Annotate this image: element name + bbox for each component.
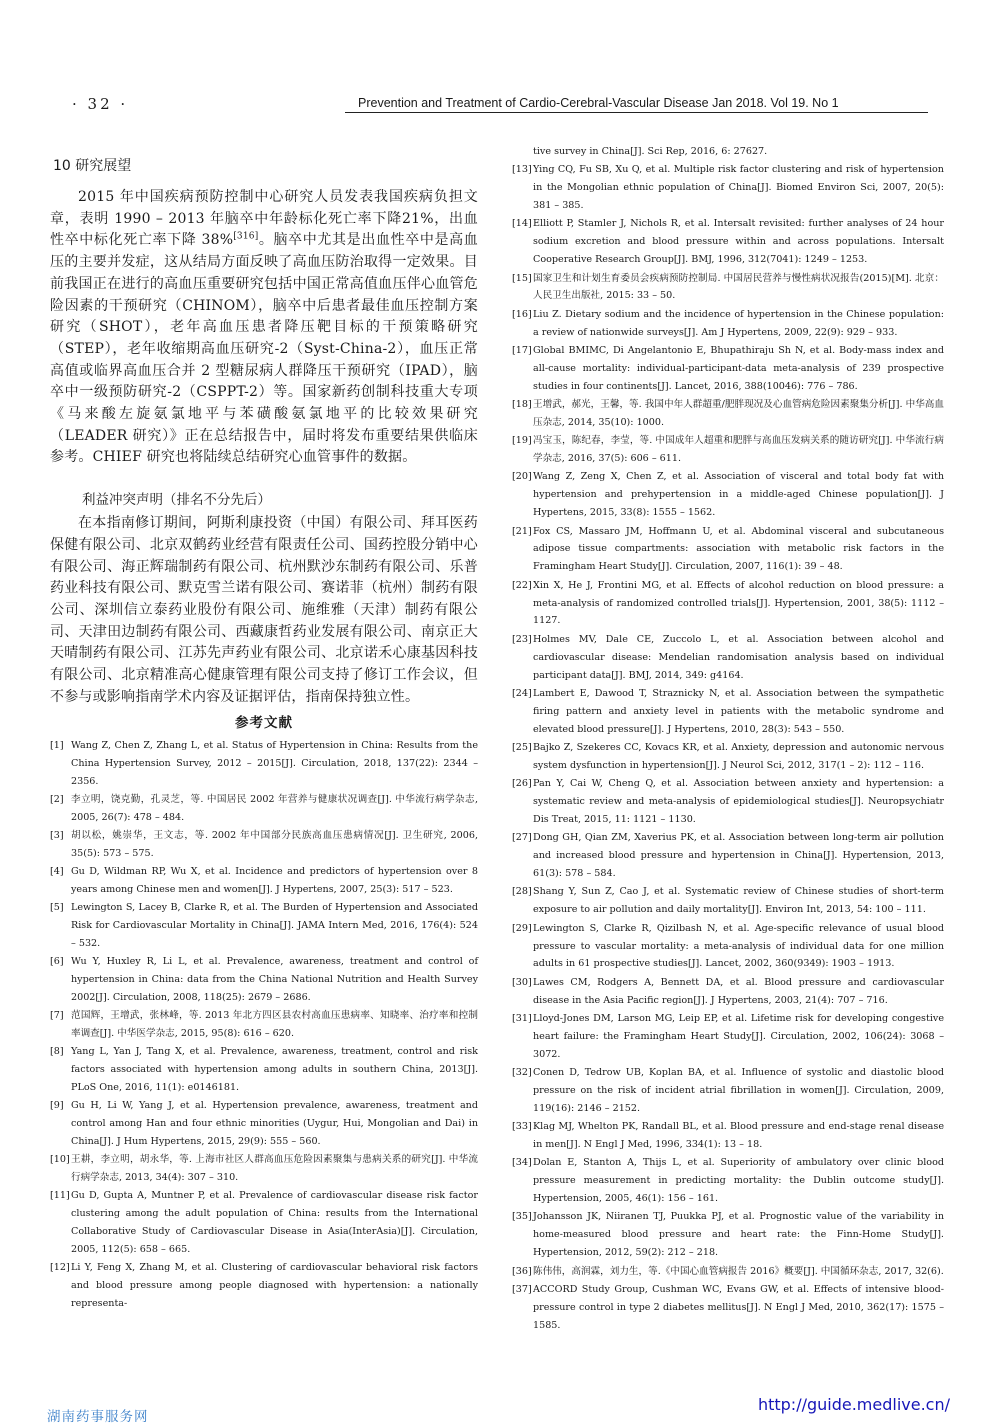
reference-number: [10] (50, 1154, 70, 1165)
reference-number: [29] (512, 922, 532, 934)
reference-text: Shang Y, Sun Z, Cao J, et al. Systematic review of Chinese studies of short-term exposure to air pollution and daily mortality[J]. Environ Int, 2013, 54: 100 – 111. (533, 886, 944, 916)
reference-text: Lawes CM, Rodgers A, Bennett DA, et al. Blood pressure and cardiovascular disease in the Asia Pacific region[J]. J Hypertens, 2003, 21(4): 707 – 716. (533, 976, 944, 1006)
reference-number: [30] (512, 976, 532, 988)
reference-item (512, 739, 944, 775)
reference-number: [8] (50, 1046, 64, 1058)
reference-item (50, 953, 478, 1007)
reference-number: [2] (50, 794, 64, 806)
reference-item (50, 791, 478, 827)
reference-text: Liu Z. Dietary sodium and the incidence of hypertension in the Chinese population: a review of nationwide surveys[J]. Am J Hypertens, 2009, 22(9): 929 – 933. (533, 308, 944, 338)
reference-number: [34] (512, 1157, 532, 1169)
section-text-part1: 2015 年中国疾病预防控制中心研究人员发表我国疾病负担文章，表明 1990 – 2013 年脑卒中年龄标化死亡率下降21%，出血性卒中标化死亡率下降 38% (50, 189, 478, 249)
references-heading: 参考文献 (235, 715, 293, 732)
reference-number: [4] (50, 866, 64, 878)
reference-item (512, 1064, 944, 1118)
citation-superscript: [316] (233, 231, 259, 242)
reference-number: [15] (512, 272, 532, 284)
reference-number: [1] (50, 740, 64, 752)
reference-number: [37] (512, 1283, 532, 1295)
reference-item (512, 432, 944, 468)
page-number: · 32 · (72, 95, 129, 113)
reference-text: Lloyd-Jones DM, Larson MG, Leip EP, et al. Lifetime risk for developing congestive heart failure: the Framingham Heart Study[J]. Circulation, 2002, 106(24): 3068 – 3072. (533, 1012, 944, 1060)
reference-text: ACCORD Study Group, Cushman WC, Evans GW, et al. Effects of intensive blood-pressure control in type 2 diabetes mellitus[J]. N Engl J Med, 2010, 362(17): 1575 – 1585. (533, 1283, 944, 1331)
reference-number: [19] (512, 435, 532, 447)
reference-number: [14] (512, 218, 532, 230)
coi-title: 利益冲突声明（排名不分先后） (82, 492, 271, 509)
left-column (50, 155, 478, 1313)
reference-item (512, 270, 944, 306)
reference-number (512, 143, 533, 161)
reference-number: [21] (512, 525, 532, 537)
reference-item (512, 829, 944, 883)
reference-text: Johansson JK, Niiranen TJ, Puukka PJ, et al. Prognostic value of the variability in home-measured blood pressure and heart rate: the Finn-Home Study[J]. Hypertension, 2012, 59(2): 212 – 218. (533, 1211, 944, 1259)
reference-text: Klag MJ, Whelton PK, Randall BL, et al. Blood pressure and end-stage renal disease in men[J]. N Engl J Med, 1996, 334(1): 13 – 18. (533, 1121, 944, 1151)
reference-item (50, 737, 478, 791)
reference-number: [32] (512, 1067, 532, 1079)
reference-text: Yang L, Yan J, Tang X, et al. Prevalence, awareness, treatment, control and risk factors associated with hypertension among adults in southern China, 2013[J]. PLoS One, 2016, 11(1): e0146181. (71, 1046, 478, 1093)
reference-text: 王增武，郝光，王馨，等. 我国中年人群超重/肥胖现况及心血管病危险因素聚集分析[J]. 中华高血压杂志, 2014, 35(10): 1000. (533, 399, 944, 428)
reference-text: Pan Y, Cai W, Cheng Q, et al. Association between anxiety and hypertension: a systematic review and meta-analysis of epidemiological studies[J]. Neuropsychiatr Dis Treat, 2015, 11: 1121 – 1130. (533, 778, 944, 825)
reference-item (512, 1263, 944, 1281)
references-list-right (512, 143, 944, 1335)
reference-number: [31] (512, 1012, 532, 1024)
reference-number: [24] (512, 687, 532, 699)
reference-item (50, 1007, 478, 1043)
reference-number: [36] (512, 1265, 532, 1277)
coi-paragraph: 在本指南修订期间，阿斯利康投资（中国）有限公司、拜耳医药保健有限公司、北京双鹤药业经营有限责任公司、国药控股分销中心有限公司、海正辉瑞制药有限公司、杭州默沙东制药有限公司、乐普药业科技有限公司、默克雪兰诺有限公司、赛诺菲（杭州）制药有限公司、深圳信立泰药业股份有限公司、施维雅（天津）制药有限公司、天津田边制药有限公司、西藏康哲药业发展有限公司、南京正大天晴制药有限公司、江苏先声药业有限公司、北京诺禾心康基因科技有限公司、北京精准高心健康管理有限公司支持了修订工作会议，但不参与或影响指南学术内容及证据评估，指南保持独立性。 (50, 515, 478, 705)
reference-number: [22] (512, 579, 532, 591)
reference-text: tive survey in China[J]. Sci Rep, 2016, 6: 27627. (533, 146, 768, 157)
reference-item (512, 883, 944, 919)
header-rule (345, 112, 928, 113)
reference-number: [33] (512, 1121, 532, 1133)
reference-text: Lewington S, Clarke R, Qizilbash N, et al. Age-specific relevance of usual blood pressure to vascular mortality: a meta-analysis of individual data for one million adults in 61 prospective studies[J]. Lancet, 2002, 360(9349): 1903 – 1913. (533, 922, 944, 970)
reference-item (512, 342, 944, 396)
reference-text: Gu D, Wildman RP, Wu X, et al. Incidence and predictors of hypertension over 8 years among Chinese men and women[J]. J Hypertens, 2007, 25(3): 517 – 523. (71, 866, 478, 896)
reference-number: [28] (512, 886, 532, 898)
reference-text: 王耕，李立明，胡永华，等. 上海市社区人群高血压危险因素聚集与患病关系的研究[J]. 中华流行病学杂志, 2013, 34(4): 307 – 310. (71, 1154, 478, 1183)
reference-number: [25] (512, 741, 532, 753)
reference-text: Xin X, He J, Frontini MG, et al. Effects of alcohol reduction on blood pressure: a meta-analysis of randomized controlled trials[J]. Hypertension, 2001, 38(5): 1112 – 1127. (533, 579, 944, 627)
section-title: 10 研究展望 (53, 158, 132, 174)
reference-item (512, 920, 944, 974)
reference-text: Lambert E, Dawood T, Straznicky N, et al. Association between the sympathetic firing pattern and anxiety level in patients with the metabolic syndrome and elevated blood pressure[J]. J Hypertens, 2010, 28(3): 543 – 550. (533, 687, 944, 735)
reference-item (512, 1281, 944, 1335)
reference-item (512, 468, 944, 522)
section-paragraph (50, 187, 478, 469)
reference-item (512, 974, 944, 1010)
reference-text: 冯宝玉，陈纪春，李莹，等. 中国成年人超重和肥胖与高血压发病关系的随访研究[J]. 中华流行病学杂志, 2016, 37(5): 606 – 611. (533, 435, 944, 465)
reference-text: 陈伟伟，高润霖，刘力生，等.《中国心血管病报告 2016》概要[J]. 中国循环杂志, 2017, 32(6). (533, 1265, 944, 1277)
reference-number: [20] (512, 471, 532, 483)
reference-item (50, 1097, 478, 1151)
reference-item (512, 577, 944, 631)
reference-text: Wu Y, Huxley R, Li L, et al. Prevalence, awareness, treatment and control of hypertension in China: data from the China National Nutrition and Health Survey 2002[J]. Circulation, 2008, 118(25): 2679 – 2686. (71, 956, 478, 1004)
reference-text: Conen D, Tedrow UB, Koplan BA, et al. Influence of systolic and diastolic blood pressure on the risk of incident atrial fibrillation in women[J]. Circulation, 2009, 119(16): 2146 – 2152. (533, 1067, 944, 1114)
reference-item (512, 215, 944, 269)
section-text-part2: 。脑卒中尤其是出血性卒中是高血压的主要并发症，这从结局方面反映了高血压防治取得一定效果。目前我国正在进行的高血压重要研究包括中国正常高值血压伴心血管危险因素的干预研究（CHINOM），脑卒中后患者最佳血压控制方案研究（SHOT），老年高血压患者降压靶目标的干预策略研究（STEP），老年收缩期高血压研究-2（Syst-China-2），血压正常高值或临界高血压合并 2 型糖尿病人群降压干预研究（IPAD），脑卒中一级预防研究-2（CSPPT-2）等。国家新药创制科技重大专项《马来酸左旋氨氯地平与苯磺酸氨氯地平的比较效果研究（LEADER 研究）》正在总结报告中，届时将发布重要结果供临床参考。CHIEF 研究也将陆续总结研究心血管事件的数据。 (50, 232, 478, 466)
journal-running-header: Prevention and Treatment of Cardio-Cerebral-Vascular Disease Jan 2018. Vol 19. No 1 (358, 96, 839, 110)
reference-text: Elliott P, Stamler J, Nichols R, et al. Intersalt revisited: further analyses of 24 hour sodium excretion and blood pressure within and across populations. Intersalt Cooperative Research Group[J]. BMJ, 1996, 312(7041): 1249 – 1253. (533, 218, 944, 266)
reference-text: 范国辉，王增武，张林峰，等. 2013 年北方四区县农村高血压患病率、知晓率、治疗率和控制率调查[J]. 中华医学杂志, 2015, 95(8): 616 – 620. (71, 1010, 478, 1040)
reference-text: Dolan E, Stanton A, Thijs L, et al. Superiority of ambulatory over clinic blood pressure measurement in predicting mortality: the Dublin outcome study[J]. Hypertension, 2005, 46(1): 156 – 161. (533, 1157, 944, 1205)
reference-item (512, 685, 944, 739)
reference-text: Gu D, Gupta A, Muntner P, et al. Prevalence of cardiovascular disease risk factor clustering among the adult population of China: results from the International Collaborative Study of Cardiovascular Disease in Asia(InterAsia)[J]. Circulation, 2005, 112(5): 658 – 665. (71, 1190, 478, 1255)
reference-item (512, 775, 944, 829)
reference-item (512, 1208, 944, 1262)
right-column (512, 143, 944, 1335)
reference-item (50, 827, 478, 863)
reference-number: [16] (512, 308, 532, 320)
reference-text: Wang Z, Chen Z, Zhang L, et al. Status of Hypertension in China: Results from the China Hypertension Survey, 2012 – 2015[J]. Circulation, 2018, 137(22): 2344 – 2356. (71, 740, 478, 788)
reference-number: [23] (512, 633, 532, 645)
reference-item (50, 1187, 478, 1259)
reference-text: Wang Z, Zeng X, Chen Z, et al. Association of visceral and total body fat with hypertension and prehypertension in a middle-aged Chinese population[J]. J Hypertens, 2015, 33(8): 1555 – 1562. (533, 471, 944, 519)
reference-number: [35] (512, 1211, 532, 1223)
reference-item (512, 396, 944, 432)
reference-number: [26] (512, 778, 532, 790)
reference-text: Lewington S, Lacey B, Clarke R, et al. The Burden of Hypertension and Associated Risk for Cardiovascular Mortality in China[J]. JAMA Intern Med, 2016, 176(4): 524 – 532. (71, 902, 478, 950)
reference-number: [5] (50, 902, 64, 914)
reference-item (50, 863, 478, 899)
reference-number: [27] (512, 832, 532, 844)
reference-number: [18] (512, 399, 532, 411)
reference-number: [6] (50, 956, 64, 968)
reference-item (50, 1043, 478, 1097)
reference-number: [11] (50, 1190, 70, 1201)
reference-text: Li Y, Feng X, Zhang M, et al. Clustering of cardiovascular behavioral risk factors and blood pressure among people diagnosed with hypertension: a nationally representa- (71, 1261, 478, 1309)
reference-text: Holmes MV, Dale CE, Zuccolo L, et al. Association between alcohol and cardiovascular disease: Mendelian randomisation analysis based on individual participant data[J]. BMJ, 2014, 349: g4164. (533, 633, 944, 681)
reference-text: Fox CS, Massaro JM, Hoffmann U, et al. Abdominal visceral and subcutaneous adipose tissue compartments: association with metabolic risk factors in the Framingham Heart Study[J]. Circulation, 2007, 116(1): 39 – 48. (533, 525, 944, 573)
reference-item (50, 1151, 478, 1187)
reference-item (512, 1154, 944, 1208)
reference-item (50, 899, 478, 953)
reference-text: Bajko Z, Szekeres CC, Kovacs KR, et al. Anxiety, depression and autonomic nervous system dysfunction in hypertension[J]. J Neurol Sci, 2012, 317(1 – 2): 112 – 116. (533, 741, 944, 771)
reference-text: 国家卫生和计划生育委员会疾病预防控制局. 中国居民营养与慢性病状况报告(2015)[M]. 北京：人民卫生出版社, 2015: 33 – 50. (533, 272, 944, 302)
footer-watermark: 湖南药事服务网 (47, 1409, 149, 1425)
reference-number: [12] (50, 1261, 70, 1273)
reference-item (512, 523, 944, 577)
reference-number: [17] (512, 344, 532, 356)
reference-text: 胡以松，姚崇华，王文志，等. 2002 年中国部分民族高血压患病情况[J]. 卫生研究, 2006, 35(5): 573 – 575. (71, 830, 478, 860)
reference-number: [7] (50, 1010, 64, 1022)
reference-item (512, 1118, 944, 1154)
reference-text: Ying CQ, Fu SB, Xu Q, et al. Multiple risk factor clustering and risk of hypertension in the Mongolian ethnic population of China[J]. Biomed Environ Sci, 2007, 20(5): 381 – 385. (533, 164, 944, 212)
reference-number: [9] (50, 1100, 64, 1112)
reference-item (512, 143, 944, 161)
reference-text: Gu H, Li W, Yang J, et al. Hypertension prevalence, awareness, treatment and control among Han and four ethnic minorities (Uygur, Hui, Mongolian and Dai) in China[J]. J Hum Hypertens, 2015, 29(9): 555 – 560. (71, 1100, 478, 1147)
reference-item (512, 306, 944, 342)
reference-item (512, 161, 944, 215)
footer-url-link[interactable]: http://guide.medlive.cn/ (757, 1395, 950, 1414)
references-list-left (50, 737, 478, 1312)
reference-item (512, 1010, 944, 1064)
reference-text: Global BMIMC, Di Angelantonio E, Bhupathiraju Sh N, et al. Body-mass index and all-cause mortality: individual-participant-data meta-analysis of 239 prospective studies in four continents[J]. Lancet, 2016, 388(10046): 776 – 786. (533, 344, 944, 392)
reference-item (512, 631, 944, 685)
reference-text: 李立明，饶克勤，孔灵芝，等. 中国居民 2002 年营养与健康状况调查[J]. 中华流行病学杂志, 2005, 26(7): 478 – 484. (71, 794, 478, 824)
reference-number: [3] (50, 830, 64, 842)
reference-number: [13] (512, 164, 532, 176)
reference-text: Dong GH, Qian ZM, Xaverius PK, et al. Association between long-term air pollution and increased blood pressure and hypertension in China[J]. Hypertension, 2013, 61(3): 578 – 584. (533, 832, 944, 880)
reference-item (50, 1259, 478, 1313)
